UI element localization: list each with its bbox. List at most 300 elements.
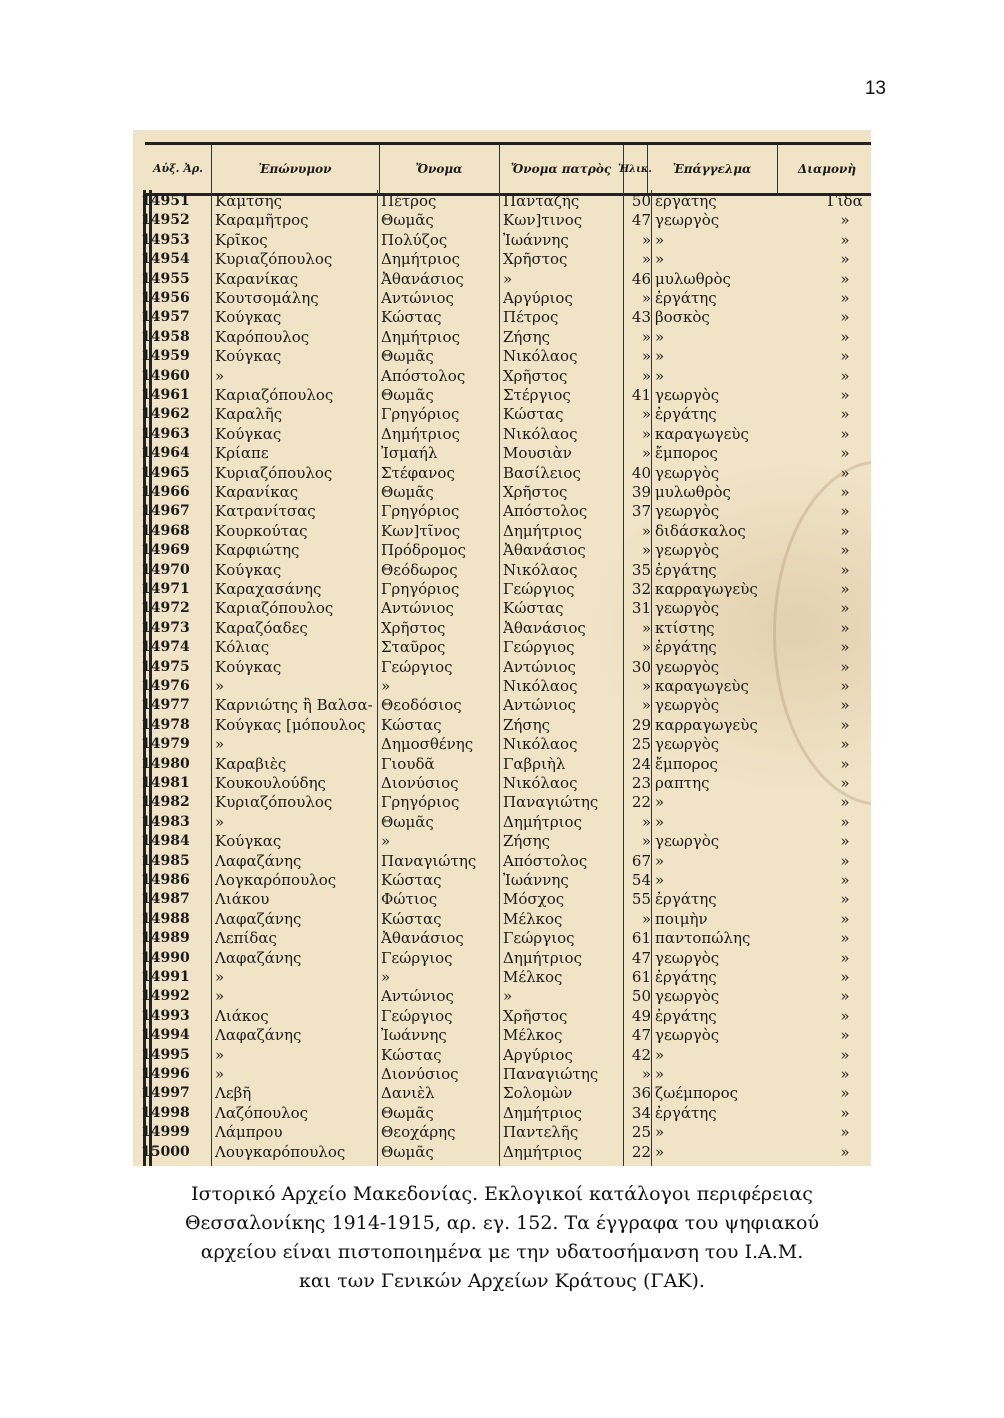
cell-profession: ἐργάτης (655, 405, 717, 424)
cell-residence: » (840, 1084, 850, 1103)
cell-first-name: Θωμᾶς (381, 211, 434, 230)
cell-profession: διδάσκαλος (655, 521, 746, 540)
cell-profession: γεωργὸς (655, 987, 720, 1006)
cell-surname: Καρνιώτης ἢ Βαλσα- (215, 696, 373, 715)
cell-entry-number: 14955 (141, 270, 190, 287)
cell-age: » (641, 541, 651, 560)
cell-first-name: Δημήτριος (381, 327, 460, 346)
cell-first-name: Σταῦρος (381, 638, 446, 657)
table-row (133, 929, 871, 948)
cell-first-name: Παναγιώτης (381, 851, 477, 870)
cell-age: 22 (631, 793, 651, 812)
cell-surname: » (215, 366, 225, 385)
cell-entry-number: 14958 (141, 328, 190, 345)
table-row (133, 890, 871, 909)
cell-first-name: Απόστολος (381, 366, 466, 385)
cell-father-name: Νικόλαος (503, 735, 578, 754)
cell-first-name: Γεώργιος (381, 1006, 453, 1025)
cell-surname: Κυριαζόπουλος (215, 250, 333, 269)
cell-profession: » (655, 812, 665, 831)
table-row (133, 211, 871, 230)
cell-age: 47 (631, 948, 651, 967)
table-row (133, 774, 871, 793)
table-row (133, 1143, 871, 1162)
cell-father-name: Ἰωάννης (503, 230, 569, 249)
cell-first-name: Χρῆστος (381, 618, 446, 637)
table-row (133, 561, 871, 580)
cell-entry-number: 14968 (141, 522, 190, 539)
cell-age: 25 (631, 1123, 651, 1142)
cell-first-name: » (381, 677, 391, 695)
table-row (133, 949, 871, 968)
cell-surname: Καραχασάνης (215, 580, 322, 598)
cell-entry-number: 14996 (141, 1066, 190, 1082)
cell-profession: γεωργὸς (655, 696, 720, 715)
cell-surname: Κούγκας (215, 308, 282, 327)
cell-surname: Καρανίκας (215, 483, 299, 501)
cell-entry-number: 14984 (141, 833, 190, 850)
table-row (133, 405, 871, 424)
table-row (133, 599, 871, 618)
cell-surname: Λιάκου (215, 890, 270, 909)
table-row (133, 522, 871, 541)
cell-profession: παντοπώλης (655, 929, 751, 948)
cell-residence: » (840, 812, 850, 831)
cell-profession: γεωργὸς (655, 386, 720, 404)
cell-entry-number: 14969 (141, 542, 190, 559)
cell-age: » (641, 909, 651, 928)
cell-residence: » (840, 832, 850, 851)
cell-profession: » (655, 851, 665, 870)
cell-surname: Κουκουλούδης (215, 774, 326, 792)
cell-residence: » (840, 366, 850, 385)
cell-residence: » (840, 754, 850, 773)
cell-age: » (641, 521, 651, 540)
table-row (133, 638, 871, 657)
cell-residence: » (840, 715, 850, 734)
cell-profession: μυλωθρὸς (655, 269, 731, 288)
table-row (133, 367, 871, 386)
cell-surname: » (215, 987, 225, 1006)
table-row (133, 677, 871, 696)
cell-residence: » (840, 1065, 850, 1083)
cell-first-name: Φώτιος (381, 890, 438, 909)
table-row (133, 716, 871, 735)
cell-age: 50 (631, 192, 651, 210)
cell-profession: καρραγωγεὺς (655, 715, 758, 734)
cell-surname: Κούγκας (215, 832, 282, 851)
cell-entry-number: 14978 (141, 716, 190, 733)
cell-residence: » (840, 657, 850, 676)
cell-residence: » (840, 948, 850, 967)
cell-profession: ζωέμπορος (655, 1084, 739, 1103)
cell-surname: Κούγκας [μόπουλος (215, 715, 366, 734)
cell-surname: » (215, 1065, 225, 1083)
cell-father-name: Παναγιώτης (503, 793, 599, 812)
cell-father-name: Δημήτριος (503, 1103, 582, 1122)
cell-father-name: Μουσιὰν (503, 444, 572, 463)
cell-first-name: Διονύσιος (381, 774, 459, 792)
cell-father-name: » (503, 269, 513, 288)
cell-residence: » (840, 289, 850, 307)
cell-father-name: Παντελῆς (503, 1123, 579, 1142)
cell-surname: Καρφιώτης (215, 541, 300, 560)
cell-surname: Καριαζόπουλος (215, 386, 334, 404)
cell-entry-number: 14972 (141, 600, 190, 617)
cell-father-name: Κώστας (503, 405, 564, 424)
cell-entry-number: 14975 (141, 658, 190, 675)
cell-first-name: Γεώργιος (381, 657, 453, 676)
cell-entry-number: 14961 (141, 387, 190, 403)
table-row (133, 425, 871, 444)
cell-first-name: Θωμᾶς (381, 347, 434, 366)
cell-first-name: Διονύσιος (381, 1065, 459, 1083)
cell-residence: » (840, 929, 850, 948)
cell-profession: » (655, 1045, 665, 1064)
cell-surname: Λαφαζάνης (215, 851, 302, 870)
cell-profession: » (655, 250, 665, 269)
cell-surname: Λιάκος (215, 1006, 269, 1025)
cell-residence: » (840, 230, 850, 249)
cell-surname: Κυριαζόπουλος (215, 793, 333, 812)
cell-first-name: Ἀθανάσιος (381, 929, 464, 948)
cell-entry-number: 14987 (141, 891, 190, 908)
cell-father-name: Κων]τινος (503, 211, 583, 230)
cell-age: 41 (631, 386, 651, 404)
cell-entry-number: 14992 (141, 988, 190, 1005)
table-row (133, 328, 871, 347)
cell-profession: ἐργάτης (655, 638, 717, 657)
cell-profession: γεωργὸς (655, 463, 720, 482)
cell-profession: γεωργὸς (655, 832, 720, 851)
cell-entry-number: 14966 (141, 484, 190, 500)
cell-residence: » (840, 463, 850, 482)
cell-age: 36 (631, 1084, 651, 1103)
cell-residence: » (840, 424, 850, 443)
cell-residence: » (840, 580, 850, 598)
cell-first-name: Ἰσμαήλ (381, 444, 438, 463)
cell-first-name: Γεώργιος (381, 948, 453, 967)
cell-age: » (641, 638, 651, 657)
cell-father-name: Γεώργιος (503, 638, 575, 657)
cell-father-name: Χρῆστος (503, 483, 568, 501)
cell-surname: Λάμπρου (215, 1123, 283, 1142)
cell-profession: ἐργάτης (655, 289, 717, 307)
cell-first-name: Πέτρος (381, 192, 437, 210)
table-row (133, 386, 871, 405)
cell-age: 50 (631, 987, 651, 1006)
cell-residence: » (840, 871, 850, 889)
cell-age: 49 (631, 1006, 651, 1025)
cell-entry-number: 14965 (141, 464, 190, 481)
cell-first-name: Θεοδόσιος (381, 696, 462, 715)
cell-entry-number: 14977 (141, 697, 190, 714)
cell-entry-number: 14956 (141, 290, 190, 306)
cell-residence: » (840, 405, 850, 424)
archive-scan (133, 130, 871, 1166)
cell-first-name: Γρηγόριος (381, 502, 460, 521)
cell-entry-number: 14967 (141, 503, 190, 520)
cell-entry-number: 14951 (141, 193, 190, 209)
cell-surname: Κούγκας (215, 560, 282, 579)
cell-age: » (641, 405, 651, 424)
table-row (133, 832, 871, 851)
table-row (133, 192, 871, 211)
cell-father-name: Νικόλαος (503, 560, 578, 579)
table-row (133, 735, 871, 754)
cell-profession: ἐργάτης (655, 192, 717, 210)
cell-age: 54 (631, 871, 651, 889)
cell-entry-number: 14979 (141, 736, 190, 753)
table-row (133, 968, 871, 987)
cell-age: 32 (631, 580, 651, 598)
cell-profession: γεωργὸς (655, 541, 720, 560)
cell-age: 25 (631, 735, 651, 754)
table-row (133, 813, 871, 832)
cell-residence: » (840, 774, 850, 792)
cell-profession: » (655, 327, 665, 346)
cell-residence: » (840, 211, 850, 230)
cell-surname: Λαζόπουλος (215, 1103, 309, 1122)
table-row (133, 619, 871, 638)
cell-surname: Κούγκας (215, 347, 282, 366)
cell-first-name: Κώστας (381, 1045, 442, 1064)
cell-profession: ραπτης (655, 774, 710, 792)
table-row (133, 1007, 871, 1026)
cell-surname: Κούγκας (215, 424, 282, 443)
cell-father-name: Σολομὼν (503, 1084, 573, 1103)
cell-profession: καραγωγεὺς (655, 677, 749, 695)
cell-entry-number: 14952 (141, 212, 190, 229)
cell-first-name: Πολύζος (381, 230, 448, 249)
cell-father-name: Ἀθανάσιος (503, 618, 586, 637)
cell-residence: » (840, 521, 850, 540)
cell-profession: » (655, 347, 665, 366)
cell-first-name: Δημοσθένης (381, 735, 474, 754)
cell-profession: ἔμπορος (655, 754, 718, 773)
cell-age: » (641, 327, 651, 346)
cell-age: 47 (631, 1026, 651, 1045)
cell-father-name: Γαβριὴλ (503, 754, 566, 773)
cell-surname: Καραλῆς (215, 405, 283, 424)
cell-age: 37 (631, 502, 651, 521)
cell-age: 43 (631, 308, 651, 327)
table-row (133, 483, 871, 502)
cell-father-name: Ζήσης (503, 832, 551, 851)
cell-residence: » (840, 386, 850, 404)
cell-entry-number: 14959 (141, 348, 190, 365)
cell-father-name: Μέλκος (503, 909, 563, 928)
cell-profession: καρραγωγεὺς (655, 580, 758, 598)
cell-surname: Λουγκαρόπουλος (215, 1142, 346, 1161)
cell-entry-number: 14960 (141, 367, 190, 384)
cell-father-name: Απόστολος (503, 502, 588, 521)
caption (120, 1180, 884, 1296)
cell-surname: Καριαζόπουλος (215, 599, 334, 618)
table-row (133, 464, 871, 483)
cell-father-name: Δημήτριος (503, 812, 582, 831)
cell-residence: » (840, 250, 850, 269)
cell-residence: » (840, 1103, 850, 1122)
cell-age: » (641, 677, 651, 695)
table-row (133, 910, 871, 929)
caption-line: και των Γενικών Αρχείων Κράτους (ΓΑΚ). (299, 1270, 705, 1292)
cell-first-name: Γρηγόριος (381, 580, 460, 598)
cell-entry-number: 14999 (141, 1124, 190, 1141)
page-number: 13 (864, 78, 886, 99)
cell-age: » (641, 832, 651, 851)
cell-profession: ἔμπορος (655, 444, 718, 463)
cell-father-name: Νικόλαος (503, 677, 578, 695)
cell-age: 67 (631, 851, 651, 870)
cell-first-name: Θωμᾶς (381, 386, 434, 404)
table-row (133, 347, 871, 366)
cell-first-name: Αντώνιος (381, 599, 454, 618)
table-header (145, 142, 871, 196)
cell-surname: Κούγκας (215, 657, 282, 676)
cell-first-name: Θεοχάρης (381, 1123, 456, 1142)
cell-first-name: Ἀθανάσιος (381, 269, 464, 288)
cell-profession: » (655, 793, 665, 812)
cell-first-name: Γρηγόριος (381, 405, 460, 424)
cell-profession: γεωργὸς (655, 599, 720, 618)
cell-first-name: Κων]τῖνος (381, 521, 461, 540)
table-row (133, 289, 871, 308)
table-row (133, 871, 871, 890)
cell-surname: Κόλιας (215, 638, 270, 657)
cell-residence: » (840, 327, 850, 346)
cell-father-name: Κώστας (503, 599, 564, 618)
table-row (133, 1026, 871, 1045)
cell-surname: Κυριαζόπουλος (215, 463, 333, 482)
cell-age: » (641, 347, 651, 366)
cell-entry-number: 14974 (141, 639, 190, 656)
cell-residence: » (840, 1123, 850, 1142)
cell-father-name: Δημήτριος (503, 1142, 582, 1161)
cell-residence: » (840, 483, 850, 501)
cell-entry-number: 14986 (141, 872, 190, 888)
cell-residence: » (840, 269, 850, 288)
cell-surname: » (215, 677, 225, 695)
cell-profession: ἐργάτης (655, 1006, 717, 1025)
cell-residence: » (840, 599, 850, 618)
cell-residence: » (840, 735, 850, 754)
cell-first-name: Δημήτριος (381, 250, 460, 269)
cell-age: 47 (631, 211, 651, 230)
cell-surname: Λεβῆ (215, 1084, 252, 1103)
cell-entry-number: 14985 (141, 852, 190, 869)
cell-father-name: Παναγιώτης (503, 1065, 599, 1083)
cell-entry-number: 14954 (141, 251, 190, 268)
cell-profession: » (655, 1065, 665, 1083)
cell-residence: » (840, 696, 850, 715)
cell-entry-number: 14962 (141, 406, 190, 423)
table-row (133, 270, 871, 289)
header-profession: Ἐπάγγελμα (647, 145, 778, 193)
cell-father-name: Χρῆστος (503, 366, 568, 385)
cell-profession: » (655, 871, 665, 889)
cell-age: » (641, 366, 651, 385)
cell-father-name: » (503, 987, 513, 1006)
cell-father-name: Μόσχος (503, 890, 565, 909)
cell-entry-number: 14990 (141, 949, 190, 966)
header-surname: Ἐπώνυμον (211, 145, 380, 193)
cell-surname: Κουτσομάλης (215, 289, 319, 307)
caption-line: αρχείου είναι πιστοποιημένα με την υδατοσήμανση του Ι.Α.Μ. (200, 1241, 804, 1263)
cell-residence: » (840, 677, 850, 695)
cell-residence: » (840, 987, 850, 1006)
cell-profession: » (655, 230, 665, 249)
cell-age: 61 (631, 968, 651, 986)
cell-age: 61 (631, 929, 651, 948)
cell-entry-number: 14995 (141, 1046, 190, 1063)
cell-surname: Κατρανίτσας (215, 502, 316, 521)
cell-residence: » (840, 851, 850, 870)
cell-residence: » (840, 618, 850, 637)
table-row (133, 541, 871, 560)
cell-entry-number: 14993 (141, 1007, 190, 1024)
header-number: Αὐξ. Ἀρ. (145, 145, 212, 193)
cell-residence: » (840, 1006, 850, 1025)
table-row (133, 250, 871, 269)
table-row (133, 852, 871, 871)
cell-age: 46 (631, 269, 651, 288)
cell-first-name: Στέφανος (381, 463, 455, 482)
cell-father-name: Γεώργιος (503, 580, 575, 598)
cell-surname: Λογκαρόπουλος (215, 871, 337, 889)
cell-residence: » (840, 444, 850, 463)
cell-profession: γεωργὸς (655, 735, 720, 754)
cell-entry-number: 14957 (141, 309, 190, 326)
cell-surname: Καραβιὲς (215, 754, 287, 773)
cell-residence: » (840, 541, 850, 560)
table-row (133, 308, 871, 327)
cell-surname: Λαφαζάνης (215, 909, 302, 928)
cell-age: 39 (631, 483, 651, 501)
cell-age: 30 (631, 657, 651, 676)
cell-first-name: Γιουδᾶ (381, 754, 435, 773)
table-row (133, 1123, 871, 1142)
cell-entry-number: 15000 (141, 1143, 190, 1160)
cell-father-name: Στέργιος (503, 386, 571, 404)
table-row (133, 1084, 871, 1103)
cell-father-name: Νικόλαος (503, 424, 578, 443)
cell-residence: » (840, 1045, 850, 1064)
cell-age: 29 (631, 715, 651, 734)
cell-age: » (641, 444, 651, 463)
cell-entry-number: 14971 (141, 581, 190, 597)
table-row (133, 580, 871, 599)
cell-profession: » (655, 1142, 665, 1161)
cell-entry-number: 14976 (141, 678, 190, 694)
cell-profession: γεωργὸς (655, 1026, 720, 1045)
cell-age: » (641, 250, 651, 269)
cell-father-name: Ζήσης (503, 715, 551, 734)
table-row (133, 658, 871, 677)
cell-father-name: Πανταζῆς (503, 192, 580, 210)
cell-age: » (641, 230, 651, 249)
table-row (133, 793, 871, 812)
cell-father-name: Μέλκος (503, 968, 563, 986)
cell-residence: Γίδα (827, 192, 863, 210)
cell-father-name: Ζήσης (503, 327, 551, 346)
cell-father-name: Δημήτριος (503, 948, 582, 967)
cell-age: 42 (631, 1045, 651, 1064)
cell-father-name: Νικόλαος (503, 347, 578, 366)
cell-surname: Καραμῆτρος (215, 211, 309, 230)
cell-surname: Καρόπουλος (215, 327, 310, 346)
cell-father-name: Βασίλειος (503, 463, 581, 482)
